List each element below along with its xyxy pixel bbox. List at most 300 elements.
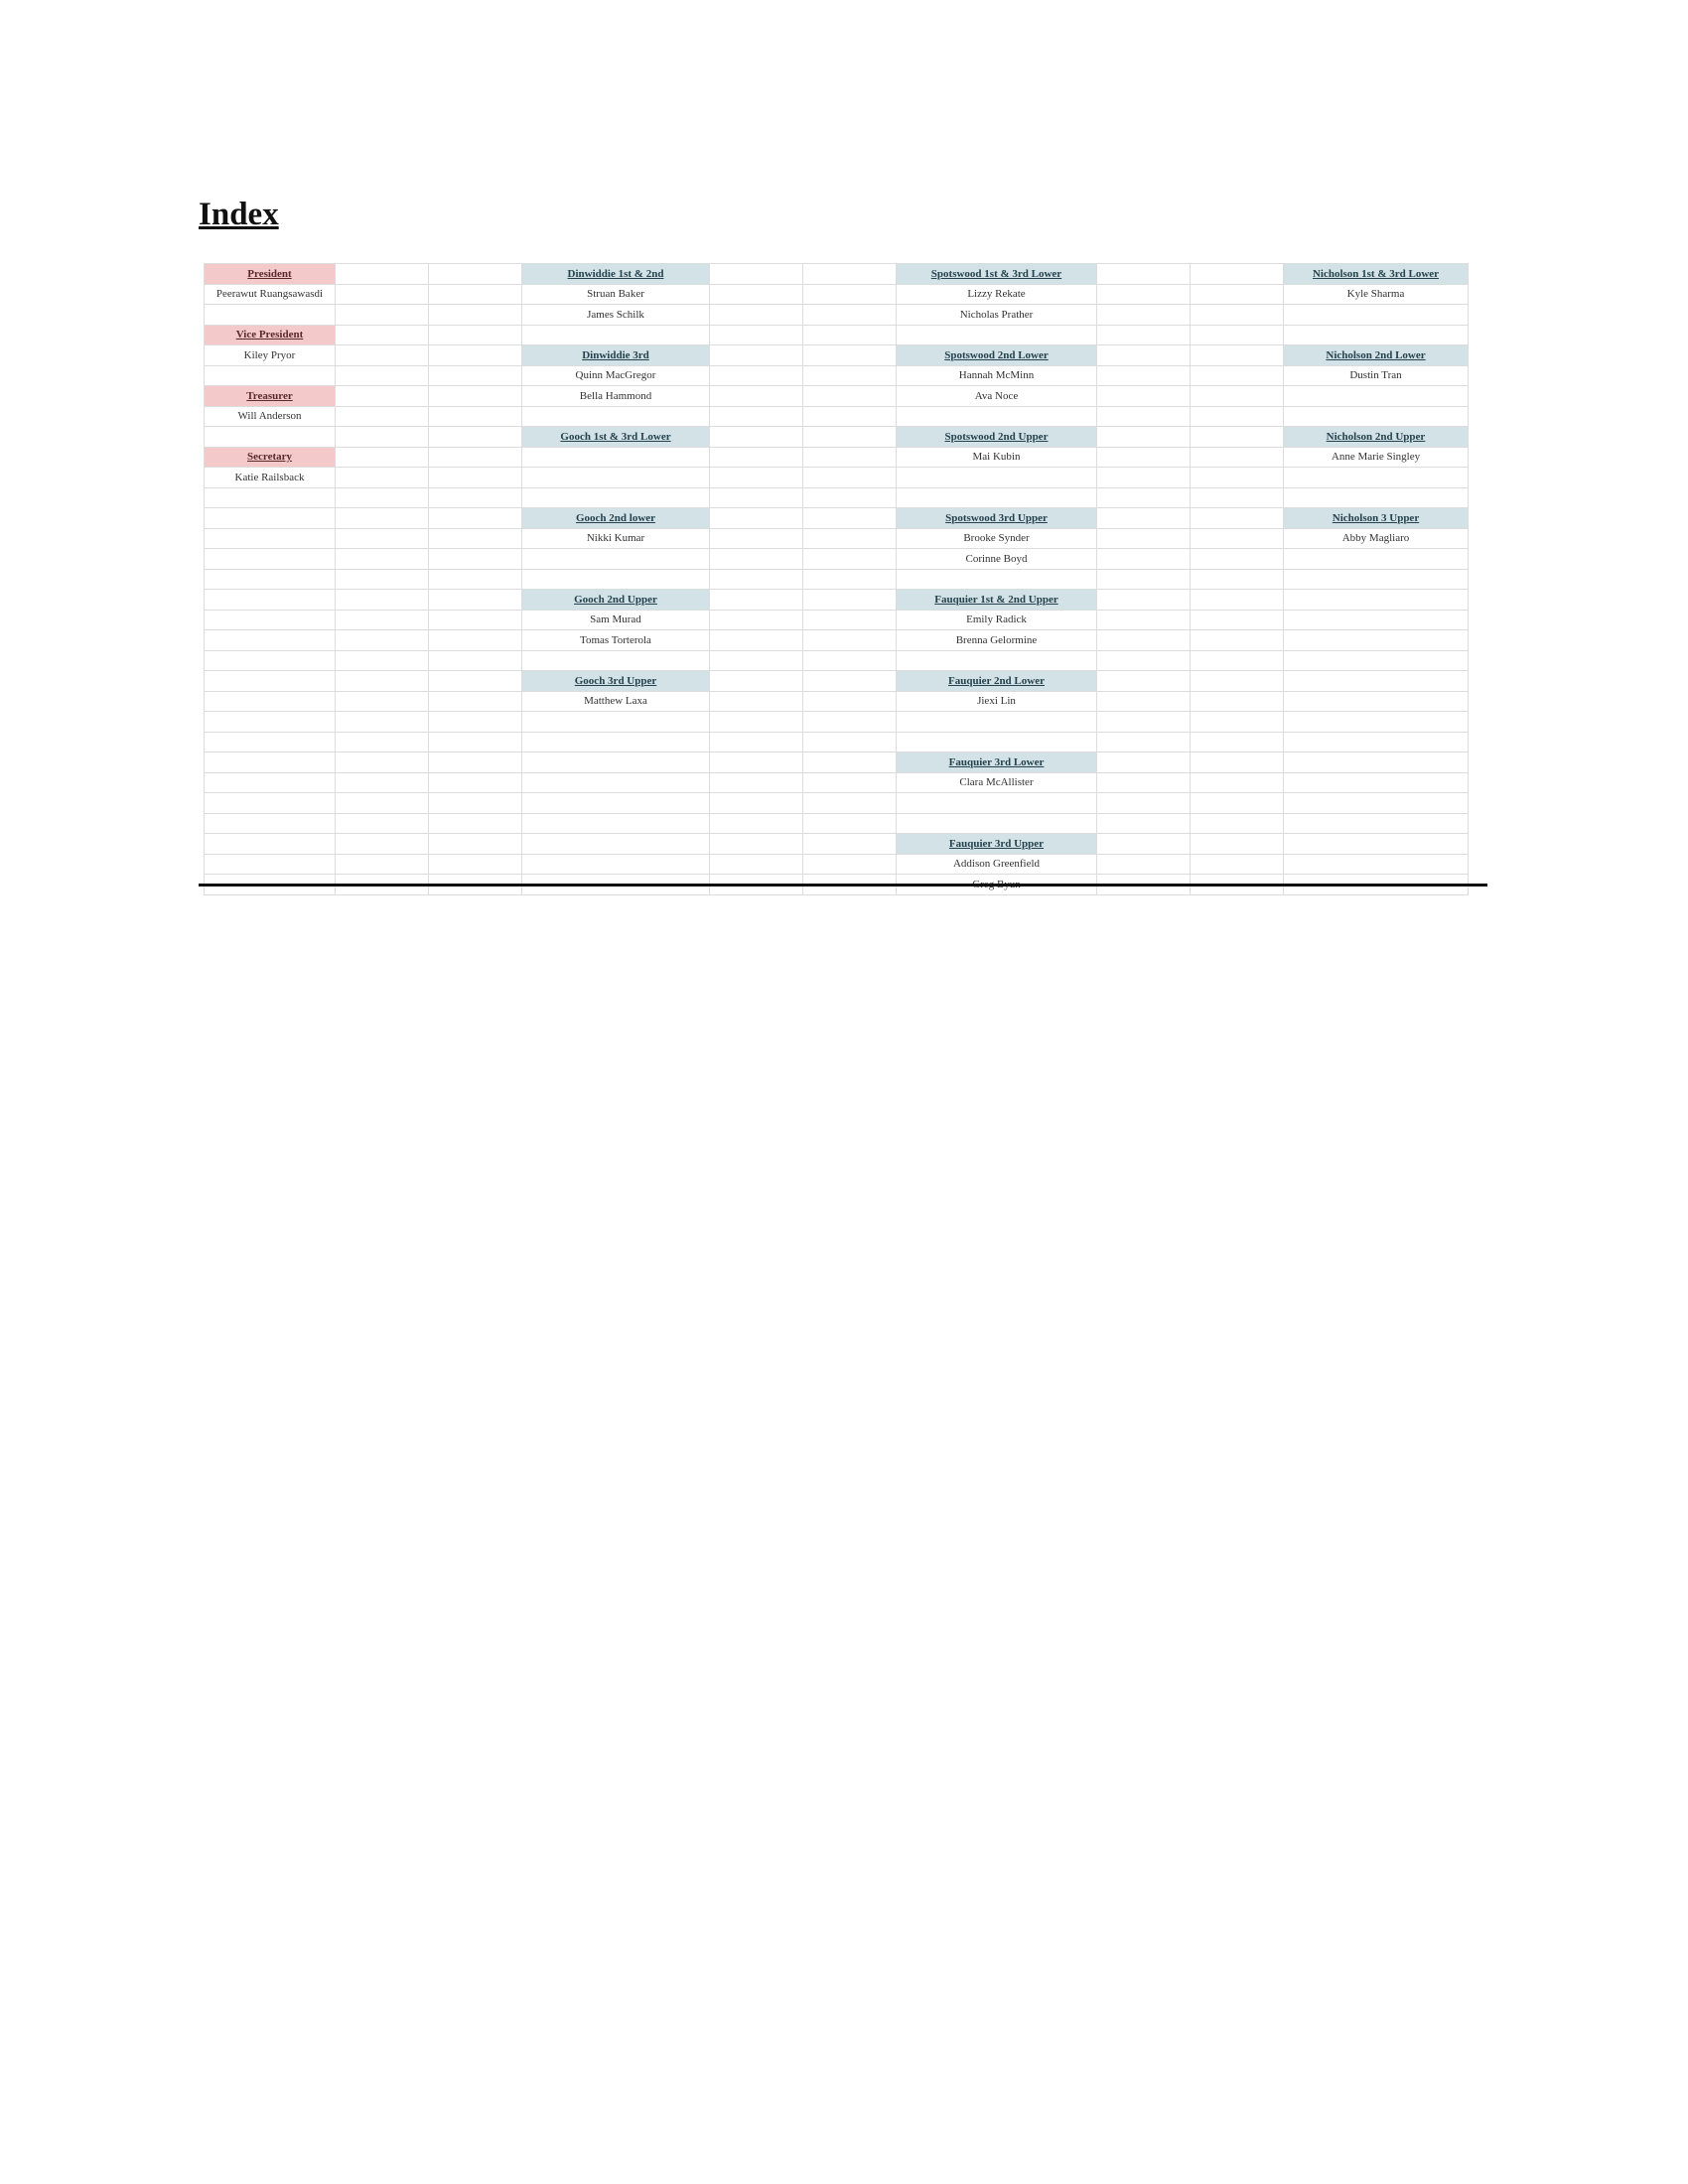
sheet-cell <box>710 365 803 386</box>
sheet-cell <box>710 528 803 549</box>
dorm-group-header: Fauquier 3rd Upper <box>897 834 1097 855</box>
sheet-cell <box>1191 630 1284 651</box>
sheet-cell <box>897 487 1097 508</box>
sheet-cell <box>205 772 336 793</box>
member-name: Sam Murad <box>522 610 710 630</box>
sheet-cell <box>1097 569 1191 590</box>
sheet-cell <box>1284 610 1469 630</box>
sheet-cell <box>522 569 710 590</box>
sheet-row <box>205 305 1469 326</box>
sheet-cell <box>1191 813 1284 834</box>
sheet-row <box>205 264 1469 285</box>
sheet-row <box>205 610 1469 630</box>
sheet-cell <box>336 406 429 427</box>
sheet-cell <box>710 650 803 671</box>
sheet-cell <box>803 325 897 345</box>
sheet-cell <box>1284 772 1469 793</box>
sheet-cell <box>1097 772 1191 793</box>
sheet-cell <box>522 732 710 752</box>
member-name <box>1284 305 1469 326</box>
member-name <box>897 468 1097 488</box>
sheet-cell <box>429 610 522 630</box>
sheet-cell <box>1284 793 1469 814</box>
sheet-cell <box>1097 793 1191 814</box>
sheet-cell <box>1191 447 1284 468</box>
sheet-cell <box>429 406 522 427</box>
sheet-row <box>205 854 1469 875</box>
member-name: Tomas Torterola <box>522 630 710 651</box>
member-name: Emily Radick <box>897 610 1097 630</box>
sheet-cell <box>1097 386 1191 407</box>
sheet-cell <box>803 487 897 508</box>
sheet-row <box>205 508 1469 529</box>
sheet-cell <box>522 854 710 875</box>
sheet-cell <box>803 284 897 305</box>
sheet-cell <box>803 528 897 549</box>
dorm-group-header: Nicholson 3 Upper <box>1284 508 1469 529</box>
sheet-row <box>205 752 1469 773</box>
sheet-cell <box>1191 691 1284 712</box>
member-name: Abby Magliaro <box>1284 528 1469 549</box>
sheet-row <box>205 365 1469 386</box>
sheet-cell <box>1191 284 1284 305</box>
member-name <box>897 712 1097 733</box>
sheet-cell <box>336 610 429 630</box>
sheet-cell <box>710 325 803 345</box>
sheet-cell <box>1191 793 1284 814</box>
member-name: Struan Baker <box>522 284 710 305</box>
sheet-cell <box>1097 752 1191 773</box>
member-name <box>522 468 710 488</box>
sheet-cell <box>710 813 803 834</box>
member-name: Greg Byun <box>897 875 1097 895</box>
sheet-cell <box>205 752 336 773</box>
sheet-cell <box>710 590 803 611</box>
sheet-cell <box>803 630 897 651</box>
sheet-cell <box>522 813 710 834</box>
sheet-cell <box>803 813 897 834</box>
sheet-row <box>205 772 1469 793</box>
sheet-cell <box>1191 264 1284 285</box>
sheet-cell <box>803 549 897 570</box>
member-name <box>1284 549 1469 570</box>
dorm-group-header: Dinwiddie 3rd <box>522 345 710 366</box>
sheet-cell <box>803 732 897 752</box>
index-spreadsheet <box>204 263 1469 895</box>
sheet-cell <box>1097 691 1191 712</box>
sheet-cell <box>336 772 429 793</box>
sheet-cell <box>1191 650 1284 671</box>
dorm-group-header: Gooch 1st & 3rd Lower <box>522 427 710 448</box>
sheet-cell <box>522 834 710 855</box>
sheet-cell <box>803 386 897 407</box>
sheet-cell <box>710 752 803 773</box>
sheet-cell <box>1284 712 1469 733</box>
member-name: James Schilk <box>522 305 710 326</box>
sheet-cell <box>1097 487 1191 508</box>
sheet-cell <box>336 549 429 570</box>
sheet-cell <box>710 549 803 570</box>
sheet-cell <box>336 325 429 345</box>
sheet-cell <box>1284 834 1469 855</box>
sheet-cell <box>429 528 522 549</box>
sheet-cell <box>205 365 336 386</box>
sheet-cell <box>1191 854 1284 875</box>
sheet-cell <box>710 630 803 651</box>
sheet-cell <box>336 508 429 529</box>
sheet-cell <box>1097 406 1191 427</box>
sheet-cell <box>803 752 897 773</box>
sheet-cell <box>336 813 429 834</box>
sheet-cell <box>710 345 803 366</box>
sheet-cell <box>1097 305 1191 326</box>
sheet-cell <box>803 650 897 671</box>
sheet-cell <box>336 487 429 508</box>
sheet-cell <box>1097 590 1191 611</box>
sheet-cell <box>710 834 803 855</box>
sheet-cell <box>429 264 522 285</box>
sheet-cell <box>429 793 522 814</box>
sheet-cell <box>522 793 710 814</box>
sheet-row <box>205 712 1469 733</box>
sheet-cell <box>1097 345 1191 366</box>
sheet-row <box>205 569 1469 590</box>
sheet-cell <box>1191 712 1284 733</box>
sheet-cell <box>429 650 522 671</box>
sheet-cell <box>205 691 336 712</box>
sheet-cell <box>1284 732 1469 752</box>
sheet-cell <box>1191 671 1284 692</box>
sheet-cell <box>205 569 336 590</box>
sheet-row <box>205 732 1469 752</box>
sheet-cell <box>1284 691 1469 712</box>
sheet-cell <box>1191 487 1284 508</box>
member-name: Addison Greenfield <box>897 854 1097 875</box>
member-name <box>1284 468 1469 488</box>
sheet-cell <box>803 345 897 366</box>
sheet-cell <box>803 508 897 529</box>
member-name: Brenna Gelormine <box>897 630 1097 651</box>
sheet-cell <box>1191 732 1284 752</box>
member-name: Nicholas Prather <box>897 305 1097 326</box>
sheet-cell <box>803 468 897 488</box>
sheet-cell <box>1191 365 1284 386</box>
sheet-cell <box>803 712 897 733</box>
sheet-cell <box>336 345 429 366</box>
sheet-cell <box>1097 284 1191 305</box>
sheet-cell <box>1191 834 1284 855</box>
sheet-cell <box>1191 325 1284 345</box>
sheet-cell <box>336 854 429 875</box>
sheet-row <box>205 549 1469 570</box>
member-name: Clara McAllister <box>897 772 1097 793</box>
member-name <box>1284 386 1469 407</box>
sheet-cell <box>336 650 429 671</box>
sheet-row <box>205 691 1469 712</box>
sheet-cell <box>336 630 429 651</box>
sheet-cell <box>1191 569 1284 590</box>
sheet-row <box>205 813 1469 834</box>
sheet-row <box>205 386 1469 407</box>
sheet-cell <box>429 427 522 448</box>
sheet-cell <box>336 284 429 305</box>
sheet-cell <box>1191 549 1284 570</box>
sheet-cell <box>803 671 897 692</box>
sheet-cell <box>710 610 803 630</box>
sheet-cell <box>803 365 897 386</box>
sheet-cell <box>429 468 522 488</box>
member-name <box>522 447 710 468</box>
sheet-cell <box>205 427 336 448</box>
sheet-cell <box>1191 305 1284 326</box>
sheet-cell <box>522 650 710 671</box>
sheet-cell <box>1191 345 1284 366</box>
sheet-cell <box>1284 325 1469 345</box>
sheet-cell <box>710 487 803 508</box>
sheet-cell <box>1097 650 1191 671</box>
sheet-row <box>205 447 1469 468</box>
sheet-cell <box>710 406 803 427</box>
sheet-cell <box>522 487 710 508</box>
sheet-cell <box>429 305 522 326</box>
sheet-cell <box>1097 854 1191 875</box>
sheet-row <box>205 650 1469 671</box>
sheet-cell <box>1097 732 1191 752</box>
sheet-row <box>205 406 1469 427</box>
sheet-cell <box>429 325 522 345</box>
sheet-row <box>205 284 1469 305</box>
sheet-row <box>205 468 1469 488</box>
sheet-cell <box>803 406 897 427</box>
sheet-cell <box>1097 549 1191 570</box>
sheet-cell <box>1191 590 1284 611</box>
sheet-cell <box>205 671 336 692</box>
sheet-cell <box>803 569 897 590</box>
sheet-cell <box>1097 365 1191 386</box>
sheet-cell <box>710 508 803 529</box>
sheet-cell <box>1191 508 1284 529</box>
sheet-cell <box>710 305 803 326</box>
sheet-cell <box>710 447 803 468</box>
sheet-cell <box>1191 528 1284 549</box>
sheet-cell <box>429 752 522 773</box>
sheet-cell <box>336 264 429 285</box>
sheet-cell <box>803 590 897 611</box>
sheet-cell <box>897 732 1097 752</box>
sheet-row <box>205 671 1469 692</box>
member-name <box>522 549 710 570</box>
sheet-cell <box>429 834 522 855</box>
sheet-cell <box>1097 671 1191 692</box>
page-title: Index <box>199 197 279 232</box>
member-name: Kyle Sharma <box>1284 284 1469 305</box>
sheet-cell <box>336 834 429 855</box>
sheet-cell <box>336 447 429 468</box>
dorm-group-header: Spotswood 1st & 3rd Lower <box>897 264 1097 285</box>
sheet-cell <box>803 834 897 855</box>
sheet-cell <box>710 712 803 733</box>
sheet-cell <box>429 630 522 651</box>
sheet-cell <box>1284 590 1469 611</box>
sheet-cell <box>1191 406 1284 427</box>
sheet-cell <box>710 427 803 448</box>
sheet-cell <box>336 712 429 733</box>
sheet-cell <box>1097 813 1191 834</box>
sheet-cell <box>1097 468 1191 488</box>
dorm-group-header: Nicholson 1st & 3rd Lower <box>1284 264 1469 285</box>
sheet-cell <box>897 813 1097 834</box>
dorm-group-header: Fauquier 3rd Lower <box>897 752 1097 773</box>
sheet-cell <box>803 264 897 285</box>
sheet-cell <box>897 569 1097 590</box>
sheet-cell <box>336 305 429 326</box>
member-name: Bella Hammond <box>522 386 710 407</box>
sheet-cell <box>1097 528 1191 549</box>
sheet-cell <box>1097 712 1191 733</box>
sheet-cell <box>1284 487 1469 508</box>
sheet-cell <box>710 671 803 692</box>
sheet-cell <box>1284 406 1469 427</box>
member-name: Nikki Kumar <box>522 528 710 549</box>
sheet-cell <box>1097 630 1191 651</box>
sheet-cell <box>710 793 803 814</box>
sheet-row <box>205 345 1469 366</box>
sheet-cell <box>710 468 803 488</box>
sheet-cell <box>205 487 336 508</box>
sheet-cell <box>803 772 897 793</box>
sheet-cell <box>205 813 336 834</box>
sheet-cell <box>336 691 429 712</box>
sheet-cell <box>1097 325 1191 345</box>
sheet-cell <box>205 610 336 630</box>
sheet-cell <box>522 772 710 793</box>
member-name: Lizzy Rekate <box>897 284 1097 305</box>
officer-role-header: Vice President <box>205 325 336 345</box>
member-name: Kiley Pryor <box>205 345 336 366</box>
member-name: Hannah McMinn <box>897 365 1097 386</box>
sheet-cell <box>429 732 522 752</box>
sheet-cell <box>336 386 429 407</box>
sheet-cell <box>803 793 897 814</box>
sheet-row <box>205 630 1469 651</box>
member-name <box>897 793 1097 814</box>
sheet-cell <box>710 772 803 793</box>
sheet-cell <box>1191 772 1284 793</box>
sheet-cell <box>1097 427 1191 448</box>
sheet-cell <box>1097 508 1191 529</box>
sheet-cell <box>429 813 522 834</box>
sheet-cell <box>429 590 522 611</box>
sheet-cell <box>429 712 522 733</box>
sheet-cell <box>336 793 429 814</box>
sheet-cell <box>205 630 336 651</box>
sheet-cell <box>1191 610 1284 630</box>
sheet-cell <box>710 691 803 712</box>
sheet-row <box>205 834 1469 855</box>
sheet-cell <box>1097 834 1191 855</box>
sheet-cell <box>1284 813 1469 834</box>
sheet-cell <box>205 528 336 549</box>
officer-role-header: Treasurer <box>205 386 336 407</box>
sheet-cell <box>1284 630 1469 651</box>
sheet-row <box>205 325 1469 345</box>
sheet-cell <box>205 834 336 855</box>
sheet-cell <box>1284 752 1469 773</box>
sheet-cell <box>336 732 429 752</box>
member-name: Dustin Tran <box>1284 365 1469 386</box>
sheet-cell <box>205 508 336 529</box>
sheet-cell <box>336 468 429 488</box>
member-name: Brooke Synder <box>897 528 1097 549</box>
sheet-cell <box>205 732 336 752</box>
sheet-cell <box>1191 752 1284 773</box>
sheet-cell <box>336 752 429 773</box>
sheet-cell <box>429 284 522 305</box>
sheet-cell <box>336 671 429 692</box>
member-name: Peerawut Ruangsawasdi <box>205 284 336 305</box>
sheet-cell <box>205 305 336 326</box>
sheet-cell <box>1284 569 1469 590</box>
sheet-cell <box>1191 386 1284 407</box>
member-name: Corinne Boyd <box>897 549 1097 570</box>
sheet-cell <box>429 447 522 468</box>
sheet-cell <box>710 386 803 407</box>
sheet-cell <box>1284 671 1469 692</box>
sheet-cell <box>429 772 522 793</box>
member-name: Ava Noce <box>897 386 1097 407</box>
dorm-group-header: Spotswood 2nd Upper <box>897 427 1097 448</box>
member-name <box>522 712 710 733</box>
sheet-cell <box>803 427 897 448</box>
sheet-cell <box>897 406 1097 427</box>
dorm-group-header: Nicholson 2nd Upper <box>1284 427 1469 448</box>
sheet-cell <box>1097 264 1191 285</box>
sheet-cell <box>710 569 803 590</box>
sheet-cell <box>429 365 522 386</box>
sheet-cell <box>803 305 897 326</box>
sheet-cell <box>803 447 897 468</box>
sheet-cell <box>710 264 803 285</box>
sheet-row <box>205 487 1469 508</box>
sheet-cell <box>336 528 429 549</box>
sheet-cell <box>1097 447 1191 468</box>
dorm-group-header: Fauquier 1st & 2nd Upper <box>897 590 1097 611</box>
member-name: Katie Railsback <box>205 468 336 488</box>
sheet-cell <box>710 732 803 752</box>
sheet-cell <box>429 508 522 529</box>
sheet-row <box>205 793 1469 814</box>
member-name: Matthew Laxa <box>522 691 710 712</box>
sheet-cell <box>205 549 336 570</box>
sheet-cell <box>336 590 429 611</box>
sheet-cell <box>205 590 336 611</box>
sheet-row <box>205 528 1469 549</box>
sheet-row <box>205 427 1469 448</box>
sheet-cell <box>205 854 336 875</box>
sheet-cell <box>803 854 897 875</box>
sheet-cell <box>336 569 429 590</box>
dorm-group-header: Gooch 2nd Upper <box>522 590 710 611</box>
sheet-cell <box>205 793 336 814</box>
sheet-cell <box>429 691 522 712</box>
member-name: Will Anderson <box>205 406 336 427</box>
member-name: Quinn MacGregor <box>522 365 710 386</box>
officer-role-header: Secretary <box>205 447 336 468</box>
sheet-row <box>205 590 1469 611</box>
member-name: Jiexi Lin <box>897 691 1097 712</box>
bottom-rule <box>199 884 1487 887</box>
sheet-cell <box>522 406 710 427</box>
